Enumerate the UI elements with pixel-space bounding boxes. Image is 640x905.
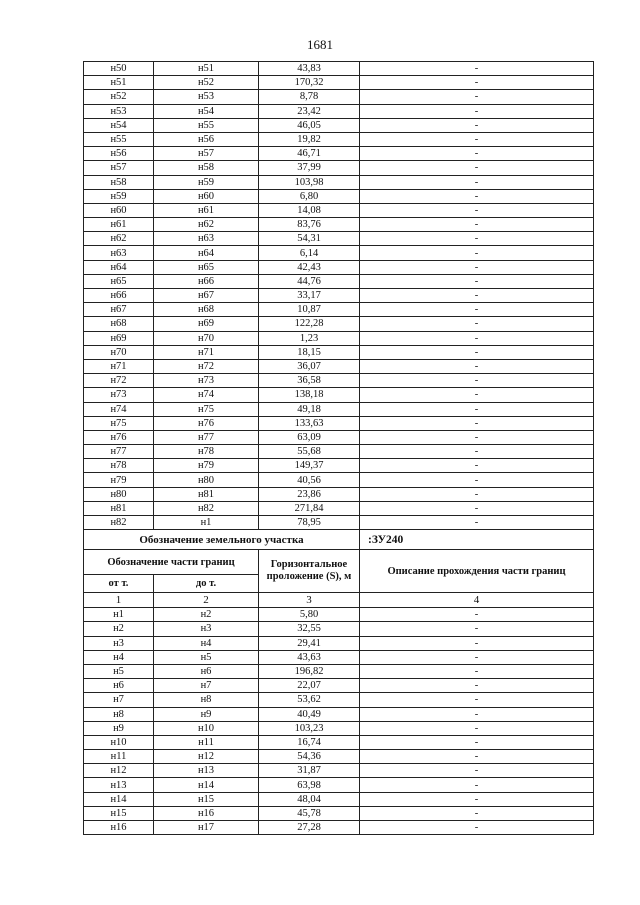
to-point-cell: н11 xyxy=(154,735,259,749)
length-cell: 271,84 xyxy=(259,501,360,515)
table-row xyxy=(84,118,594,132)
from-point-cell: н69 xyxy=(84,331,154,345)
to-point-cell: н63 xyxy=(154,232,259,246)
description-cell: - xyxy=(360,735,594,749)
column-number-row xyxy=(84,593,594,608)
from-point-cell: н50 xyxy=(84,62,154,76)
from-point-cell: н73 xyxy=(84,388,154,402)
table-row xyxy=(84,345,594,359)
length-cell: 16,74 xyxy=(259,735,360,749)
to-point-cell: н68 xyxy=(154,303,259,317)
plot-code: :ЗУ240 xyxy=(360,530,594,550)
from-point-cell: н61 xyxy=(84,218,154,232)
length-cell: 63,09 xyxy=(259,430,360,444)
description-cell: - xyxy=(360,516,594,530)
to-point-cell: н56 xyxy=(154,132,259,146)
description-cell: - xyxy=(360,118,594,132)
table-row xyxy=(84,650,594,664)
from-point-cell: н81 xyxy=(84,501,154,515)
to-point-cell: н71 xyxy=(154,345,259,359)
description-cell: - xyxy=(360,161,594,175)
description-cell: - xyxy=(360,707,594,721)
table-row xyxy=(84,359,594,373)
from-point-cell: н79 xyxy=(84,473,154,487)
length-cell: 18,15 xyxy=(259,345,360,359)
description-cell: - xyxy=(360,303,594,317)
description-cell: - xyxy=(360,650,594,664)
description-cell: - xyxy=(360,76,594,90)
length-cell: 33,17 xyxy=(259,289,360,303)
to-point-cell: н66 xyxy=(154,274,259,288)
description-cell: - xyxy=(360,608,594,622)
table-row xyxy=(84,104,594,118)
from-point-cell: н80 xyxy=(84,487,154,501)
length-cell: 14,08 xyxy=(259,203,360,217)
table-row xyxy=(84,289,594,303)
header-boundary-parts: Обозначение части границ xyxy=(84,550,259,575)
table-row xyxy=(84,721,594,735)
table-row xyxy=(84,132,594,146)
from-point-cell: н60 xyxy=(84,203,154,217)
to-point-cell: н70 xyxy=(154,331,259,345)
from-point-cell: н59 xyxy=(84,189,154,203)
description-cell: - xyxy=(360,345,594,359)
length-cell: 83,76 xyxy=(259,218,360,232)
plot-header-section xyxy=(84,530,594,608)
length-cell: 63,98 xyxy=(259,778,360,792)
to-point-cell: н62 xyxy=(154,218,259,232)
from-point-cell: н66 xyxy=(84,289,154,303)
to-point-cell: н74 xyxy=(154,388,259,402)
from-point-cell: н74 xyxy=(84,402,154,416)
to-point-cell: н54 xyxy=(154,104,259,118)
to-point-cell: н59 xyxy=(154,175,259,189)
length-cell: 42,43 xyxy=(259,260,360,274)
description-cell: - xyxy=(360,317,594,331)
table-row xyxy=(84,821,594,835)
from-point-cell: н6 xyxy=(84,679,154,693)
rows-section-zu240 xyxy=(84,608,594,835)
table-row xyxy=(84,473,594,487)
header-description: Описание прохождения части границ xyxy=(360,550,594,593)
table-row xyxy=(84,218,594,232)
table-row xyxy=(84,636,594,650)
description-cell: - xyxy=(360,473,594,487)
table-row xyxy=(84,516,594,530)
table-row xyxy=(84,679,594,693)
to-point-cell: н8 xyxy=(154,693,259,707)
to-point-cell: н75 xyxy=(154,402,259,416)
to-point-cell: н58 xyxy=(154,161,259,175)
description-cell: - xyxy=(360,359,594,373)
table-row xyxy=(84,445,594,459)
from-point-cell: н52 xyxy=(84,90,154,104)
table-row xyxy=(84,707,594,721)
to-point-cell: н5 xyxy=(154,650,259,664)
length-cell: 32,55 xyxy=(259,622,360,636)
to-point-cell: н17 xyxy=(154,821,259,835)
page-number: 1681 xyxy=(307,37,333,52)
to-point-cell: н60 xyxy=(154,189,259,203)
from-point-cell: н63 xyxy=(84,246,154,260)
from-point-cell: н72 xyxy=(84,374,154,388)
description-cell: - xyxy=(360,246,594,260)
to-point-cell: н3 xyxy=(154,622,259,636)
to-point-cell: н4 xyxy=(154,636,259,650)
length-cell: 122,28 xyxy=(259,317,360,331)
from-point-cell: н5 xyxy=(84,664,154,678)
table-row xyxy=(84,175,594,189)
from-point-cell: н51 xyxy=(84,76,154,90)
length-cell: 10,87 xyxy=(259,303,360,317)
description-cell: - xyxy=(360,636,594,650)
from-point-cell: н70 xyxy=(84,345,154,359)
length-cell: 8,78 xyxy=(259,90,360,104)
description-cell: - xyxy=(360,721,594,735)
length-cell: 133,63 xyxy=(259,416,360,430)
description-cell: - xyxy=(360,388,594,402)
from-point-cell: н68 xyxy=(84,317,154,331)
to-point-cell: н78 xyxy=(154,445,259,459)
header-from-point: от т. xyxy=(84,575,154,593)
from-point-cell: н4 xyxy=(84,650,154,664)
table-row xyxy=(84,764,594,778)
rows-section-previous-plot xyxy=(84,62,594,530)
from-point-cell: н14 xyxy=(84,792,154,806)
length-cell: 45,78 xyxy=(259,806,360,820)
table-row xyxy=(84,622,594,636)
description-cell: - xyxy=(360,445,594,459)
description-cell: - xyxy=(360,62,594,76)
length-cell: 6,80 xyxy=(259,189,360,203)
length-cell: 23,42 xyxy=(259,104,360,118)
table-row xyxy=(84,317,594,331)
column-number: 4 xyxy=(360,593,594,608)
from-point-cell: н58 xyxy=(84,175,154,189)
description-cell: - xyxy=(360,821,594,835)
description-cell: - xyxy=(360,175,594,189)
table-row xyxy=(84,735,594,749)
table-row xyxy=(84,806,594,820)
length-cell: 22,07 xyxy=(259,679,360,693)
length-cell: 54,36 xyxy=(259,750,360,764)
length-cell: 49,18 xyxy=(259,402,360,416)
header-horizontal-length: Горизонтальное проложение (S), м xyxy=(259,550,360,593)
column-number: 3 xyxy=(259,593,360,608)
from-point-cell: н16 xyxy=(84,821,154,835)
to-point-cell: н52 xyxy=(154,76,259,90)
table-row xyxy=(84,402,594,416)
table-row xyxy=(84,416,594,430)
length-cell: 55,68 xyxy=(259,445,360,459)
length-cell: 6,14 xyxy=(259,246,360,260)
from-point-cell: н78 xyxy=(84,459,154,473)
table-row xyxy=(84,388,594,402)
description-cell: - xyxy=(360,260,594,274)
from-point-cell: н71 xyxy=(84,359,154,373)
table-row xyxy=(84,608,594,622)
description-cell: - xyxy=(360,622,594,636)
to-point-cell: н79 xyxy=(154,459,259,473)
from-point-cell: н9 xyxy=(84,721,154,735)
length-cell: 37,99 xyxy=(259,161,360,175)
description-cell: - xyxy=(360,764,594,778)
to-point-cell: н72 xyxy=(154,359,259,373)
length-cell: 53,62 xyxy=(259,693,360,707)
table-row xyxy=(84,232,594,246)
table-row xyxy=(84,778,594,792)
to-point-cell: н57 xyxy=(154,147,259,161)
length-cell: 103,23 xyxy=(259,721,360,735)
to-point-cell: н15 xyxy=(154,792,259,806)
description-cell: - xyxy=(360,203,594,217)
from-point-cell: н11 xyxy=(84,750,154,764)
description-cell: - xyxy=(360,487,594,501)
to-point-cell: н77 xyxy=(154,430,259,444)
to-point-cell: н64 xyxy=(154,246,259,260)
to-point-cell: н7 xyxy=(154,679,259,693)
description-cell: - xyxy=(360,750,594,764)
from-point-cell: н64 xyxy=(84,260,154,274)
table-row xyxy=(84,303,594,317)
from-point-cell: н56 xyxy=(84,147,154,161)
description-cell: - xyxy=(360,778,594,792)
from-point-cell: н7 xyxy=(84,693,154,707)
description-cell: - xyxy=(360,792,594,806)
description-cell: - xyxy=(360,232,594,246)
description-cell: - xyxy=(360,147,594,161)
from-point-cell: н12 xyxy=(84,764,154,778)
to-point-cell: н16 xyxy=(154,806,259,820)
table-row xyxy=(84,331,594,345)
description-cell: - xyxy=(360,218,594,232)
column-header-row xyxy=(84,550,594,575)
length-cell: 29,41 xyxy=(259,636,360,650)
to-point-cell: н67 xyxy=(154,289,259,303)
length-cell: 36,07 xyxy=(259,359,360,373)
table-row xyxy=(84,693,594,707)
to-point-cell: н1 xyxy=(154,516,259,530)
length-cell: 46,71 xyxy=(259,147,360,161)
to-point-cell: н65 xyxy=(154,260,259,274)
to-point-cell: н80 xyxy=(154,473,259,487)
to-point-cell: н61 xyxy=(154,203,259,217)
from-point-cell: н67 xyxy=(84,303,154,317)
table-row xyxy=(84,487,594,501)
from-point-cell: н3 xyxy=(84,636,154,650)
description-cell: - xyxy=(360,501,594,515)
from-point-cell: н54 xyxy=(84,118,154,132)
table-row xyxy=(84,246,594,260)
description-cell: - xyxy=(360,374,594,388)
description-cell: - xyxy=(360,693,594,707)
description-cell: - xyxy=(360,402,594,416)
from-point-cell: н2 xyxy=(84,622,154,636)
description-cell: - xyxy=(360,90,594,104)
length-cell: 103,98 xyxy=(259,175,360,189)
to-point-cell: н53 xyxy=(154,90,259,104)
description-cell: - xyxy=(360,416,594,430)
length-cell: 43,63 xyxy=(259,650,360,664)
description-cell: - xyxy=(360,289,594,303)
to-point-cell: н10 xyxy=(154,721,259,735)
plot-designation-label: Обозначение земельного участка xyxy=(84,530,360,550)
length-cell: 19,82 xyxy=(259,132,360,146)
to-point-cell: н81 xyxy=(154,487,259,501)
to-point-cell: н9 xyxy=(154,707,259,721)
description-cell: - xyxy=(360,104,594,118)
column-number: 2 xyxy=(154,593,259,608)
table-row xyxy=(84,750,594,764)
table-row xyxy=(84,260,594,274)
length-cell: 170,32 xyxy=(259,76,360,90)
description-cell: - xyxy=(360,331,594,345)
length-cell: 1,23 xyxy=(259,331,360,345)
description-cell: - xyxy=(360,459,594,473)
length-cell: 44,76 xyxy=(259,274,360,288)
table-row xyxy=(84,189,594,203)
length-cell: 46,05 xyxy=(259,118,360,132)
description-cell: - xyxy=(360,679,594,693)
length-cell: 196,82 xyxy=(259,664,360,678)
plot-designation-row xyxy=(84,530,594,550)
length-cell: 5,80 xyxy=(259,608,360,622)
length-cell: 54,31 xyxy=(259,232,360,246)
table-row xyxy=(84,459,594,473)
from-point-cell: н76 xyxy=(84,430,154,444)
description-cell: - xyxy=(360,274,594,288)
table-row xyxy=(84,147,594,161)
length-cell: 36,58 xyxy=(259,374,360,388)
to-point-cell: н55 xyxy=(154,118,259,132)
from-point-cell: н1 xyxy=(84,608,154,622)
table-row xyxy=(84,274,594,288)
table-row xyxy=(84,374,594,388)
table-row xyxy=(84,664,594,678)
from-point-cell: н8 xyxy=(84,707,154,721)
from-point-cell: н77 xyxy=(84,445,154,459)
to-point-cell: н76 xyxy=(154,416,259,430)
from-point-cell: н57 xyxy=(84,161,154,175)
to-point-cell: н13 xyxy=(154,764,259,778)
to-point-cell: н2 xyxy=(154,608,259,622)
table-row xyxy=(84,90,594,104)
length-cell: 43,83 xyxy=(259,62,360,76)
description-cell: - xyxy=(360,132,594,146)
table-row xyxy=(84,792,594,806)
length-cell: 78,95 xyxy=(259,516,360,530)
length-cell: 40,49 xyxy=(259,707,360,721)
table-row xyxy=(84,203,594,217)
column-number: 1 xyxy=(84,593,154,608)
header-to-point: до т. xyxy=(154,575,259,593)
to-point-cell: н69 xyxy=(154,317,259,331)
boundary-table xyxy=(83,61,594,835)
length-cell: 149,37 xyxy=(259,459,360,473)
to-point-cell: н14 xyxy=(154,778,259,792)
table-row xyxy=(84,501,594,515)
table-row xyxy=(84,430,594,444)
length-cell: 40,56 xyxy=(259,473,360,487)
description-cell: - xyxy=(360,430,594,444)
table-row xyxy=(84,62,594,76)
from-point-cell: н10 xyxy=(84,735,154,749)
from-point-cell: н65 xyxy=(84,274,154,288)
length-cell: 31,87 xyxy=(259,764,360,778)
to-point-cell: н82 xyxy=(154,501,259,515)
length-cell: 138,18 xyxy=(259,388,360,402)
description-cell: - xyxy=(360,189,594,203)
description-cell: - xyxy=(360,806,594,820)
description-cell: - xyxy=(360,664,594,678)
from-point-cell: н13 xyxy=(84,778,154,792)
to-point-cell: н73 xyxy=(154,374,259,388)
length-cell: 48,04 xyxy=(259,792,360,806)
to-point-cell: н6 xyxy=(154,664,259,678)
from-point-cell: н53 xyxy=(84,104,154,118)
table-row xyxy=(84,76,594,90)
from-point-cell: н82 xyxy=(84,516,154,530)
length-cell: 27,28 xyxy=(259,821,360,835)
length-cell: 23,86 xyxy=(259,487,360,501)
to-point-cell: н12 xyxy=(154,750,259,764)
to-point-cell: н51 xyxy=(154,62,259,76)
from-point-cell: н55 xyxy=(84,132,154,146)
table-row xyxy=(84,161,594,175)
from-point-cell: н75 xyxy=(84,416,154,430)
from-point-cell: н62 xyxy=(84,232,154,246)
from-point-cell: н15 xyxy=(84,806,154,820)
